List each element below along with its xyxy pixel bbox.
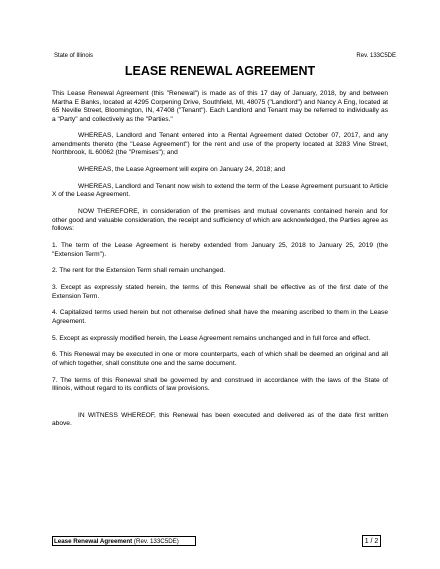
clause-6: 6. This Renewal may be executed in one or more counterparts, each of which shall be deemed an original and all of which together, shall constitute one and the same document. — [52, 351, 388, 367]
clause-5: 5. Except as expressly modified herein, the Lease Agreement remains unchanged and in full force and effect. — [52, 334, 371, 342]
whereas-paragraph-3: WHEREAS, Landlord and Tenant now wish to extend the term of the Lease Agreement pursuant to Article X of the Lease Agreement. — [52, 182, 388, 199]
whereas-paragraph-2: WHEREAS, the Lease Agreement will expire on January 24, 2018; and — [78, 166, 286, 174]
clause-7: 7. The terms of this Renewal shall be governed by and construed in accordance with the laws of the State of Illinois, without regard to its conflicts of law provisions. — [52, 376, 388, 393]
clause-2: 2. The rent for the Extension Term shall remain unchanged. — [52, 267, 226, 275]
clause-3: 3. Except as expressly stated herein, the terms of this Renewal shall be effective as of the first date of the Extension Term. — [52, 284, 388, 300]
footer-doc-rev: (Rev. 133C5DE) — [133, 538, 179, 545]
now-therefore-paragraph: NOW THEREFORE, in consideration of the premises and mutual covenants contained herein and for other good and valuable consideration, the receipt and sufficiency of which are acknowledged, the Parties agree as follows: — [52, 208, 388, 233]
state-label: State of Illinois — [54, 53, 94, 59]
page-number: 1 / 2 — [362, 535, 381, 547]
whereas-paragraph-1: WHEREAS, Landlord and Tenant entered into a Rental Agreement dated October 07, 2017, and any amendments thereto (the "Lease Agreement") for the rent and use of the property located at 3283 Vine Street, Northbrook, IL 60062 (the "Premises"); and — [52, 132, 388, 157]
document-title: LEASE RENEWAL AGREEMENT — [124, 64, 316, 78]
footer-doc-name: Lease Renewal Agreement — [54, 538, 133, 545]
footer-document-label — [52, 536, 196, 546]
clause-1: 1. The term of the Lease Agreement is hereby extended from January 25, 2018 to January 25, 2019 (the "Extension Term"). — [52, 242, 388, 258]
witness-paragraph: IN WITNESS WHEREOF, this Renewal has been executed and delivered as of the date first written above. — [52, 411, 388, 428]
clause-4: 4. Capitalized terms used herein but not otherwise defined shall have the meaning ascribed to them in the Lease Agreement. — [52, 309, 388, 325]
document-body — [52, 90, 388, 437]
revision-label: Rev. 133C5DE — [356, 53, 396, 59]
intro-paragraph: This Lease Renewal Agreement (this "Renewal") is made as of this 17 day of January, 2018, by and between Martha E Banks, located at 4295 Corpening Drive, Southfield, MI, 48075 ("Landlord") and Nancy A Eng, located at 65 Neville Street, Bloomington, IN, 47408 ("Tenant"). Each Landlord and Tenant may be referred to individually as a "Party" and collectively as the "Parties." — [52, 90, 388, 123]
